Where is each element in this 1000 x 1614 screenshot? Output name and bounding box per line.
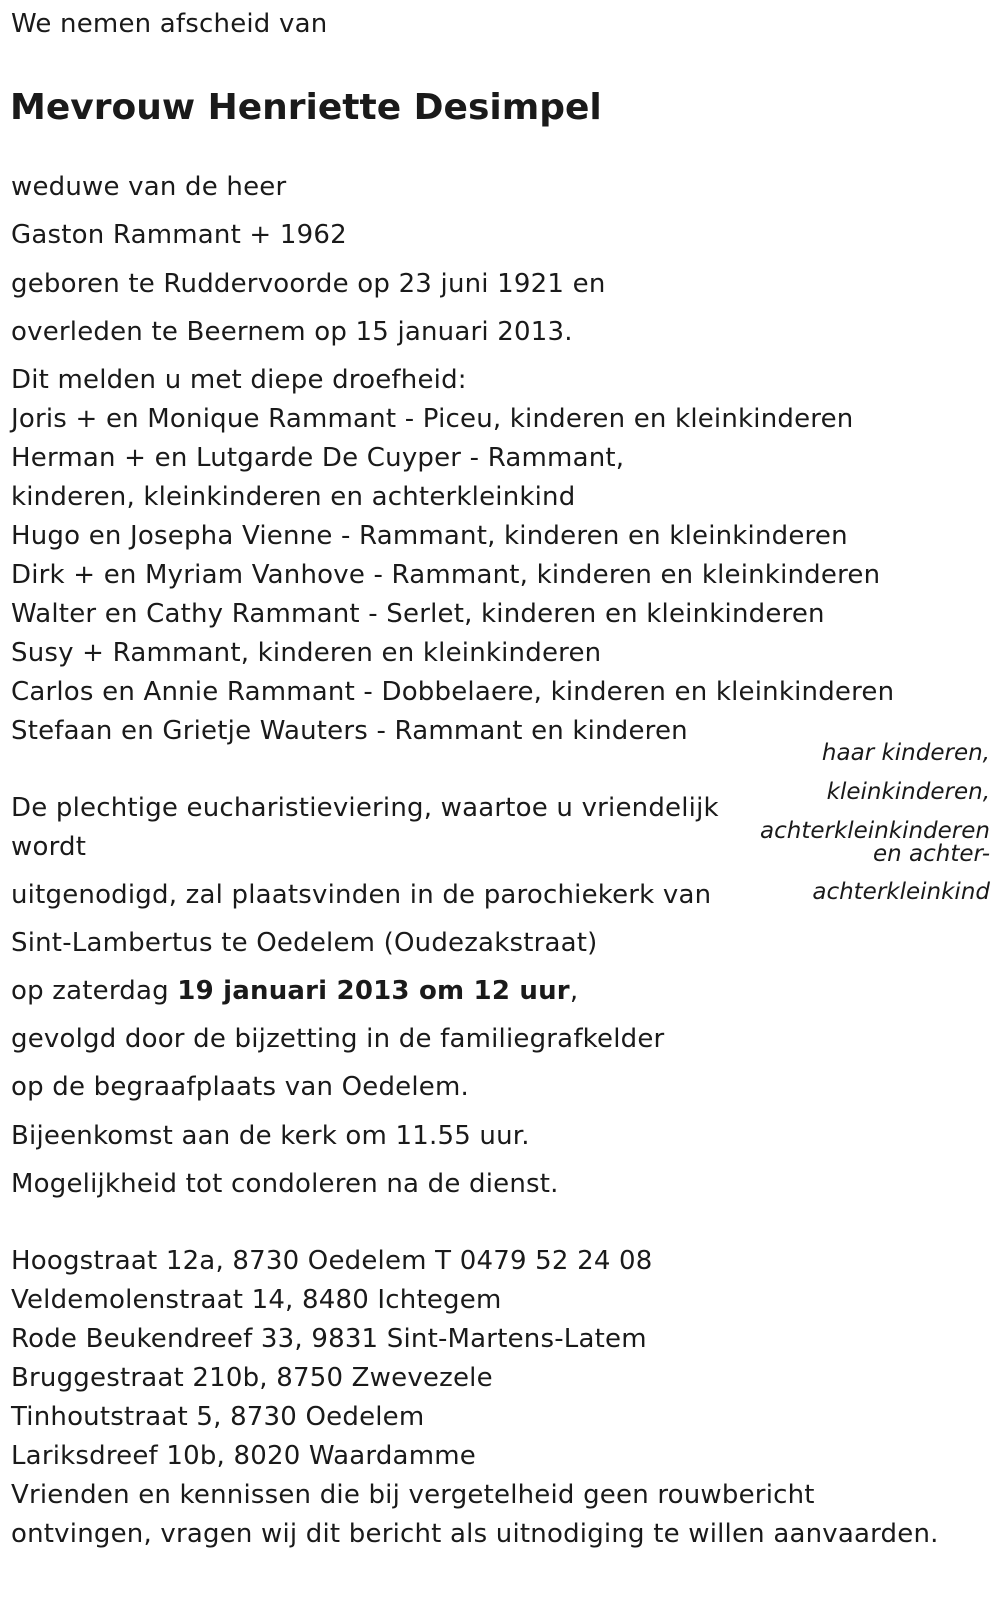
side-note-line: kleinkinderen, bbox=[826, 779, 990, 805]
service-date bbox=[11, 975, 578, 1007]
address-line: Rode Beukendreef 33, 9831 Sint-Martens-Latem bbox=[11, 1324, 647, 1354]
service-text: gevolgd door de bijzetting in de familiegrafkelder bbox=[11, 1024, 665, 1054]
family-line: Walter en Cathy Rammant - Serlet, kinderen en kleinkinderen bbox=[11, 599, 825, 629]
family-line: Joris + en Monique Rammant - Piceu, kinderen en kleinkinderen bbox=[11, 404, 854, 434]
family-line: Carlos en Annie Rammant - Dobbelaere, kinderen en kleinkinderen bbox=[11, 677, 895, 707]
family-line: Susy + Rammant, kinderen en kleinkinderen bbox=[11, 638, 602, 668]
bio-line: geboren te Ruddervoorde op 23 juni 1921 en bbox=[11, 269, 606, 299]
date-time: 19 januari 2013 om 12 uur bbox=[177, 976, 570, 1006]
bio-line: weduwe van de heer bbox=[11, 172, 287, 202]
address-line: Lariksdreef 10b, 8020 Waardamme bbox=[11, 1441, 476, 1471]
family-line: Stefaan en Grietje Wauters - Rammant en kinderen bbox=[11, 716, 688, 746]
service-text: wordt bbox=[11, 832, 87, 862]
side-note-line: achterkleinkind bbox=[812, 879, 990, 905]
bio-line: Gaston Rammant + 1962 bbox=[11, 220, 347, 250]
family-line: Dirk + en Myriam Vanhove - Rammant, kinderen en kleinkinderen bbox=[11, 560, 881, 590]
date-prefix: op zaterdag bbox=[11, 976, 178, 1006]
intro-text: We nemen afscheid van bbox=[11, 9, 328, 39]
address-line: Veldemolenstraat 14, 8480 Ichtegem bbox=[11, 1285, 502, 1315]
family-line: kinderen, kleinkinderen en achterkleinkind bbox=[11, 482, 576, 512]
announcers-intro: Dit melden u met diepe droefheid: bbox=[11, 365, 467, 395]
side-note-line: achterkleinkinderen bbox=[760, 818, 990, 844]
side-note-line: en achter- bbox=[872, 841, 990, 867]
date-suffix: , bbox=[569, 976, 579, 1006]
deceased-name: Mevrouw Henriette Desimpel bbox=[10, 87, 602, 128]
service-text: Bijeenkomst aan de kerk om 11.55 uur. bbox=[11, 1121, 530, 1151]
address-line: Hoogstraat 12a, 8730 Oedelem T 0479 52 24 08 bbox=[11, 1246, 653, 1276]
family-line: Hugo en Josepha Vienne - Rammant, kinderen en kleinkinderen bbox=[11, 521, 848, 551]
address-line: Tinhoutstraat 5, 8730 Oedelem bbox=[11, 1402, 425, 1432]
service-text: op de begraafplaats van Oedelem. bbox=[11, 1072, 469, 1102]
service-text: Sint-Lambertus te Oedelem (Oudezakstraat) bbox=[11, 928, 598, 958]
closing-line: Vrienden en kennissen die bij vergetelheid geen rouwbericht bbox=[11, 1480, 815, 1510]
bio-line: overleden te Beernem op 15 januari 2013. bbox=[11, 317, 573, 347]
side-note-line: haar kinderen, bbox=[821, 740, 990, 766]
family-line: Herman + en Lutgarde De Cuyper - Rammant, bbox=[11, 443, 625, 473]
service-text: De plechtige eucharistieviering, waartoe u vriendelijk bbox=[11, 793, 719, 823]
service-text: Mogelijkheid tot condoleren na de dienst. bbox=[11, 1169, 559, 1199]
service-text: uitgenodigd, zal plaatsvinden in de parochiekerk van bbox=[11, 880, 712, 910]
closing-line: ontvingen, vragen wij dit bericht als uitnodiging te willen aanvaarden. bbox=[11, 1519, 939, 1549]
address-line: Bruggestraat 210b, 8750 Zwevezele bbox=[11, 1363, 493, 1393]
